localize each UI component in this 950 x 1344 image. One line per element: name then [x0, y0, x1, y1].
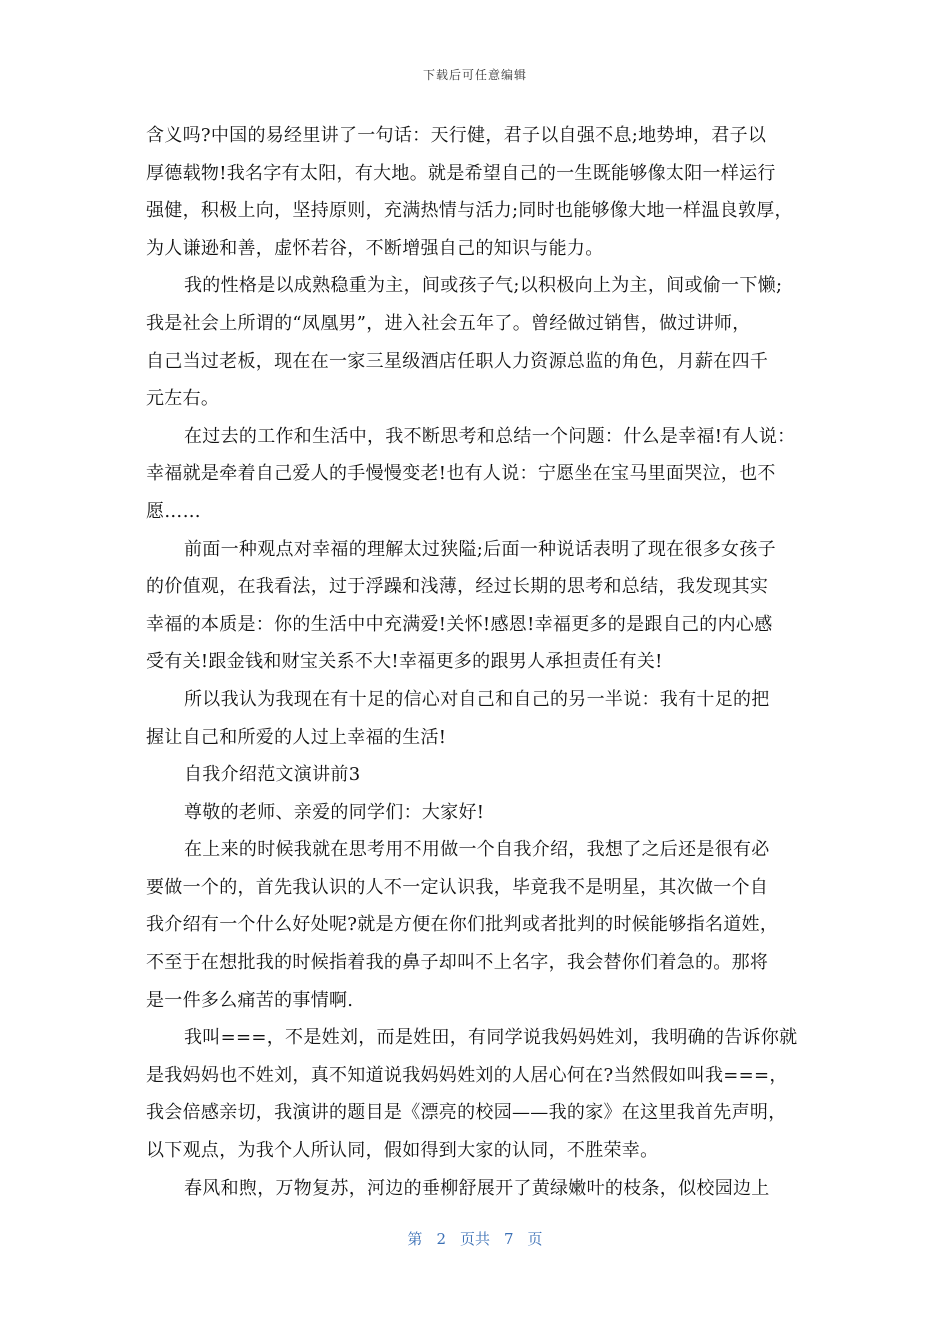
text-line: 握让自己和所爱的人过上幸福的生活! [146, 726, 447, 748]
text-line: 前面一种观点对幸福的理解太过狭隘;后面一种说话表明了现在很多女孩子 [184, 538, 776, 560]
text-line: 厚德载物!我名字有太阳，有大地。就是希望自己的一生既能够像太阳一样运行 [146, 162, 776, 184]
document-body [146, 117, 816, 1207]
text-line: 要做一个的，首先我认识的人不一定认识我，毕竟我不是明星，其次做一个自 [146, 876, 769, 898]
text-line: 含义吗?中国的易经里讲了一句话：天行健，君子以自强不息;地势坤，君子以 [146, 125, 767, 146]
text-line: 我叫===，不是姓刘，而是姓田，有同学说我妈妈姓刘，我明确的告诉你就 [184, 1027, 798, 1049]
footer-label-end: 页 [527, 1230, 543, 1248]
text-line: 我的性格是以成熟稳重为主，间或孩子气;以积极向上为主，间或偷一下懒; [184, 275, 783, 297]
footer-current-page: 2 [436, 1230, 446, 1248]
text-line: 自己当过老板，现在在一家三星级酒店任职人力资源总监的角色，月薪在四千 [146, 350, 769, 372]
text-line: 的价值观，在我看法，过于浮躁和浅薄，经过长期的思考和总结，我发现其实 [146, 576, 769, 598]
footer-label-of: 页共 [459, 1230, 490, 1248]
text-line: 我介绍有一个什么好处呢?就是方便在你们批判或者批判的时候能够指名道姓， [146, 914, 779, 936]
text-line: 春风和煦，万物复苏，河边的垂柳舒展开了黄绿嫩叶的枝条，似校园边上 [184, 1177, 770, 1199]
text-line: 我是社会上所谓的“凤凰男”，进入社会五年了。曾经做过销售，做过讲师， [146, 312, 751, 334]
text-line: 是我妈妈也不姓刘，真不知道说我妈妈姓刘的人居心何在?当然假如叫我===， [146, 1064, 788, 1086]
text-line: 愿…… [146, 500, 201, 522]
text-line: 为人谦逊和善，虚怀若谷，不断增强自己的知识与能力。 [146, 237, 604, 259]
text-line: 在过去的工作和生活中，我不断思考和总结一个问题：什么是幸福!有人说： [184, 425, 796, 447]
footer-label-page: 第 [407, 1230, 423, 1248]
text-line: 不至于在想批我的时候指着我的鼻子却叫不上名字，我会替你们着急的。那将 [146, 952, 769, 974]
text-line: 所以我认为我现在有十足的信心对自己和自己的另一半说：我有十足的把 [184, 688, 770, 710]
text-line: 幸福的本质是：你的生活中中充满爱!关怀!感恩!幸福更多的是跟自己的内心感 [146, 613, 773, 635]
footer-total-pages: 7 [504, 1230, 514, 1248]
text-line: 幸福就是牵着自己爱人的手慢慢变老!也有人说：宁愿坐在宝马里面哭泣，也不 [146, 463, 776, 485]
page-header: 下载后可任意编辑 [422, 68, 527, 82]
text-line: 强健，积极上向，坚持原则，充满热情与活力;同时也能够像大地一样温良敦厚， [146, 200, 793, 222]
text-line: 以下观点，为我个人所认同，假如得到大家的认同，不胜荣幸。 [146, 1140, 659, 1162]
text-line: 我会倍感亲切，我演讲的题目是《漂亮的校园——我的家》在这里我首先声明， [146, 1102, 787, 1124]
text-line: 尊敬的老师、亲爱的同学们：大家好! [184, 801, 485, 823]
text-line: 是一件多么痛苦的事情啊. [146, 989, 354, 1011]
text-line: 元左右。 [146, 388, 220, 410]
text-line: 受有关!跟金钱和财宝关系不大!幸福更多的跟男人承担责任有关! [146, 651, 663, 673]
page-footer [0, 1228, 950, 1249]
text-line: 在上来的时候我就在思考用不用做一个自我介绍，我想了之后还是很有必 [184, 839, 770, 861]
text-line: 自我介绍范文演讲前3 [184, 764, 361, 786]
